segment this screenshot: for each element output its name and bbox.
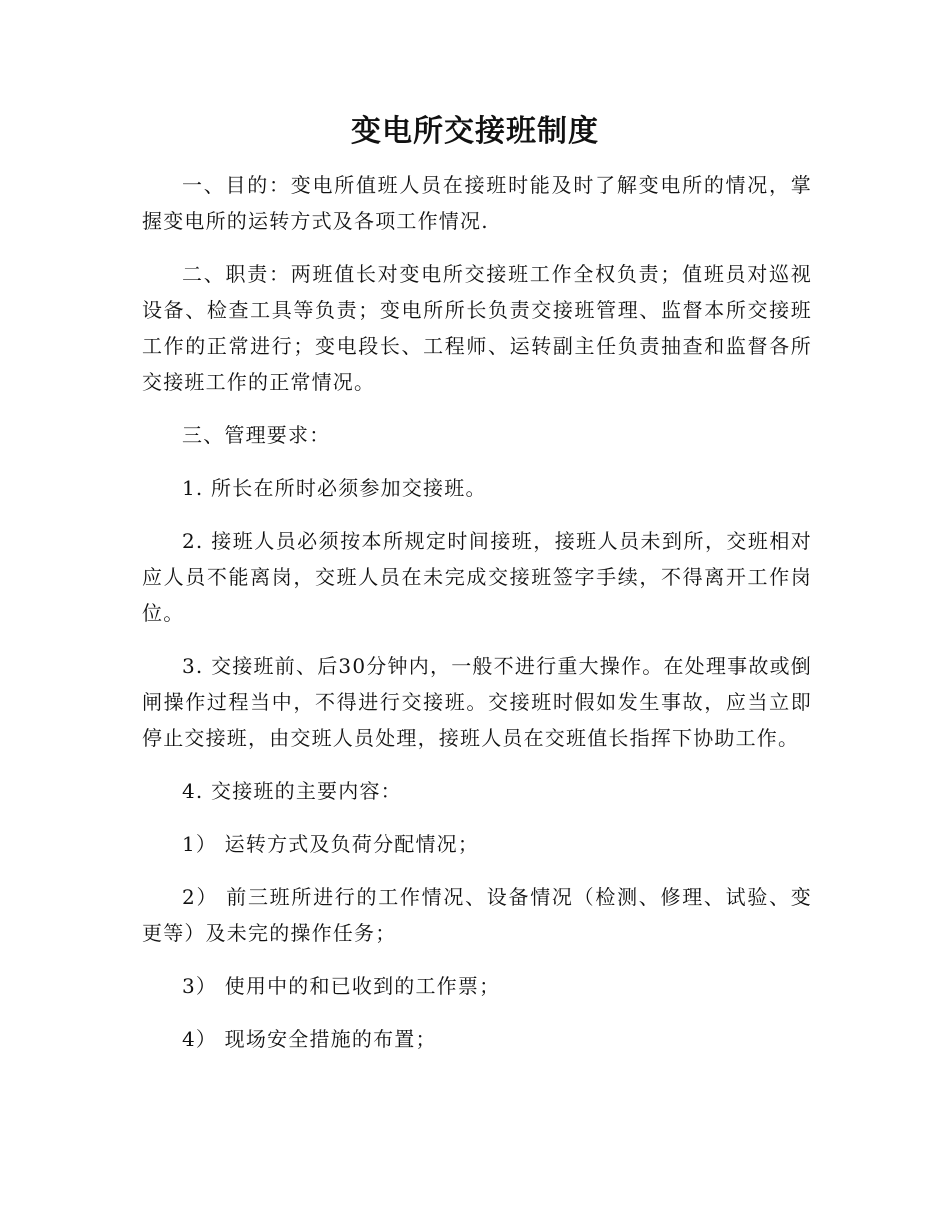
paragraph-item-3: 3. 交接班前、后30分钟内，一般不进行重大操作。在处理事故或倒闸操作过程当中，不得进行交接班。交接班时假如发生事故，应当立即停止交接班，由交班人员处理，接班人员在交班值长指挥下协助工作。: [142, 654, 812, 750]
paragraph-subitem-2: 2） 前三班所进行的工作情况、设备情况（检测、修理、试验、变更等）及未完的操作任务；: [142, 885, 812, 945]
paragraph-subitem-1: 1） 运转方式及负荷分配情况；: [182, 832, 480, 856]
paragraph-item-1: 1. 所长在所时必须参加交接班。: [182, 476, 487, 500]
paragraph-item-4: 4. 交接班的主要内容：: [182, 779, 402, 803]
paragraph-subitem-4: 4） 现场安全措施的布置；: [182, 1027, 437, 1051]
paragraph-purpose: 一、目的：变电所值班人员在接班时能及时了解变电所的情况，掌握变电所的运转方式及各项工作情况.: [142, 173, 812, 233]
paragraph-item-2: 2. 接班人员必须按本所规定时间接班，接班人员未到所，交班相对应人员不能离岗，交班人员在未完成交接班签字手续，不得离开工作岗位。: [142, 529, 812, 625]
paragraph-subitem-3: 3） 使用中的和已收到的工作票；: [182, 974, 501, 998]
paragraph-responsibilities: 二、职责：两班值长对变电所交接班工作全权负责；值班员对巡视设备、检查工具等负责；变电所所长负责交接班管理、监督本所交接班工作的正常进行；变电段长、工程师、运转副主任负责抽查和监督各所交接班工作的正常情况。: [142, 262, 812, 394]
paragraph-requirements-heading: 三、管理要求：: [182, 423, 331, 447]
document-title: 变电所交接班制度: [351, 114, 599, 149]
document-body: [142, 167, 812, 1074]
